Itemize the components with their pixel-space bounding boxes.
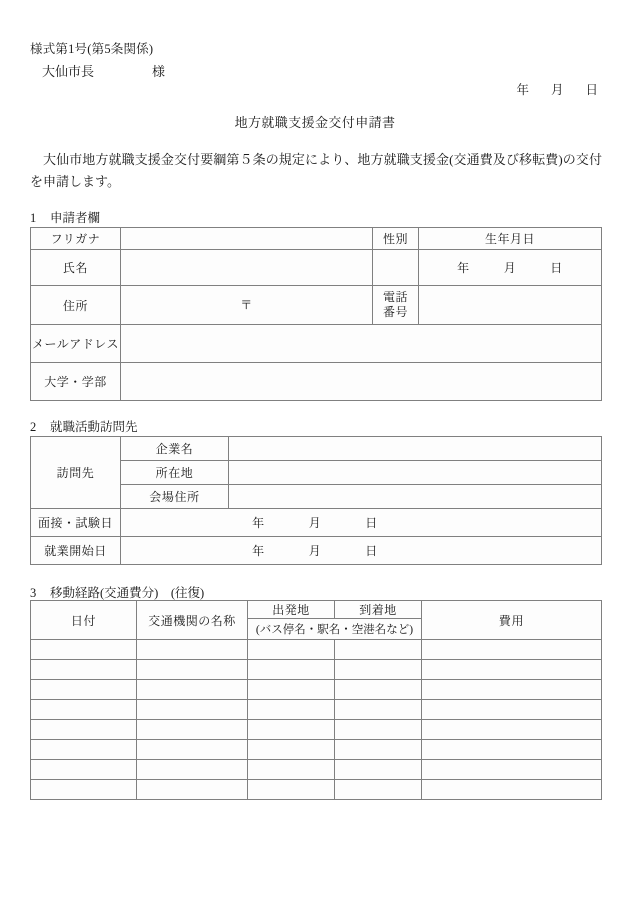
interview-month-label: 月 (308, 516, 322, 530)
route-cell-departure[interactable] (248, 700, 335, 720)
address-field[interactable] (121, 286, 373, 325)
date-month-label: 月 (550, 83, 564, 97)
route-cell-transport[interactable] (137, 720, 248, 740)
birthdate-field[interactable] (419, 250, 602, 286)
location-field[interactable] (229, 461, 602, 485)
submission-date-line (516, 80, 598, 98)
route-cell-departure[interactable] (248, 740, 335, 760)
postal-mark-icon: 〒 (240, 298, 253, 312)
university-field[interactable] (121, 363, 602, 401)
table-row (31, 720, 602, 740)
route-table-body (31, 640, 602, 800)
route-cell-arrival[interactable] (335, 640, 422, 660)
route-cell-departure[interactable] (248, 680, 335, 700)
table-row (31, 325, 602, 363)
addressee-suffix: 様 (152, 64, 166, 79)
phone-field[interactable] (419, 286, 602, 325)
route-cell-cost[interactable] (422, 680, 602, 700)
gender-label: 性別 (373, 228, 419, 250)
section-title-3: 移動経路(交通費分) (往復) (50, 586, 205, 600)
route-cell-departure[interactable] (248, 780, 335, 800)
address-label: 住所 (31, 286, 121, 325)
route-cell-transport[interactable] (137, 760, 248, 780)
route-cell-date[interactable] (31, 700, 137, 720)
phone-label (373, 286, 419, 325)
table-row (31, 228, 602, 250)
route-cell-transport[interactable] (137, 680, 248, 700)
date-day-label: 日 (585, 83, 598, 97)
route-cell-date[interactable] (31, 720, 137, 740)
email-label: メールアドレス (31, 325, 121, 363)
interview-ymd (252, 514, 378, 531)
table-row (31, 509, 602, 537)
section-heading-2 (30, 417, 138, 435)
section-title-1: 申請者欄 (50, 211, 101, 225)
university-label: 大学・学部 (31, 363, 121, 401)
route-cell-transport[interactable] (137, 640, 248, 660)
table-row (31, 740, 602, 760)
route-cell-date[interactable] (31, 780, 137, 800)
route-cell-transport[interactable] (137, 700, 248, 720)
start-month-label: 月 (308, 544, 322, 558)
start-date-field[interactable] (121, 537, 602, 565)
name-label: 氏名 (31, 250, 121, 286)
route-cell-arrival[interactable] (335, 760, 422, 780)
name-field[interactable] (121, 250, 373, 286)
route-cell-cost[interactable] (422, 760, 602, 780)
venue-label: 会場住所 (121, 485, 229, 509)
route-header-arrival: 到着地 (335, 601, 422, 619)
route-cell-cost[interactable] (422, 780, 602, 800)
section-title-2: 就職活動訪問先 (50, 420, 138, 434)
route-header-note: (バス停名・駅名・空港名など) (248, 619, 422, 640)
addressee-name: 大仙市長 (42, 64, 95, 79)
furigana-label: フリガナ (31, 228, 121, 250)
route-cell-cost[interactable] (422, 720, 602, 740)
route-cell-arrival[interactable] (335, 680, 422, 700)
company-field[interactable] (229, 437, 602, 461)
table-row (31, 660, 602, 680)
interview-day-label: 日 (365, 516, 378, 530)
date-year-label: 年 (516, 83, 529, 97)
lead-paragraph: 大仙市地方就職支援金交付要綱第５条の規定により、地方就職支援金(交通費及び移転費)の交付を申請します。 (30, 152, 602, 190)
birthdate-ymd (457, 259, 563, 276)
table-row (31, 437, 602, 461)
route-cell-arrival[interactable] (335, 720, 422, 740)
section-heading-1 (30, 208, 100, 226)
route-cell-transport[interactable] (137, 780, 248, 800)
venue-field[interactable] (229, 485, 602, 509)
section-number-2: 2 (30, 420, 37, 434)
applicant-table (30, 227, 602, 401)
email-field[interactable] (121, 325, 602, 363)
route-cell-departure[interactable] (248, 660, 335, 680)
route-header-transport: 交通機関の名称 (137, 601, 248, 640)
section-number-3: 3 (30, 586, 37, 600)
company-label: 企業名 (121, 437, 229, 461)
route-cell-transport[interactable] (137, 660, 248, 680)
birth-year-label: 年 (457, 261, 470, 275)
interview-date-field[interactable] (121, 509, 602, 537)
route-cell-transport[interactable] (137, 740, 248, 760)
table-row (31, 760, 602, 780)
phone-label-line1: 電話 (382, 290, 408, 304)
start-date-label: 就業開始日 (31, 537, 121, 565)
table-row (31, 537, 602, 565)
route-cell-cost[interactable] (422, 660, 602, 680)
route-header-date: 日付 (31, 601, 137, 640)
section-number-1: 1 (30, 211, 37, 225)
furigana-field[interactable] (121, 228, 373, 250)
form-number: 様式第1号(第5条関係) (30, 42, 154, 56)
route-header-departure: 出発地 (248, 601, 335, 619)
route-header-cost: 費用 (422, 601, 602, 640)
route-cell-date[interactable] (31, 660, 137, 680)
table-row (31, 640, 602, 660)
interview-year-label: 年 (252, 516, 265, 530)
route-cell-arrival[interactable] (335, 780, 422, 800)
phone-label-line2: 番号 (382, 305, 408, 319)
table-row (31, 250, 602, 286)
visit-label: 訪問先 (31, 437, 121, 509)
interview-date-label: 面接・試験日 (31, 509, 121, 537)
route-cell-arrival[interactable] (335, 700, 422, 720)
visit-table (30, 436, 602, 565)
start-ymd (252, 542, 378, 559)
route-cell-departure[interactable] (248, 640, 335, 660)
section-heading-3 (30, 583, 204, 601)
addressee-line (42, 61, 165, 80)
route-table (30, 600, 602, 800)
route-cell-departure[interactable] (248, 760, 335, 780)
route-cell-date[interactable] (31, 680, 137, 700)
route-cell-date[interactable] (31, 760, 137, 780)
route-cell-cost[interactable] (422, 740, 602, 760)
table-row (31, 700, 602, 720)
start-day-label: 日 (365, 544, 378, 558)
table-row (31, 680, 602, 700)
route-cell-arrival[interactable] (335, 740, 422, 760)
gender-field[interactable] (373, 250, 419, 286)
route-cell-date[interactable] (31, 640, 137, 660)
start-year-label: 年 (252, 544, 265, 558)
birth-month-label: 月 (503, 261, 517, 275)
location-label: 所在地 (121, 461, 229, 485)
table-row (31, 780, 602, 800)
route-cell-arrival[interactable] (335, 660, 422, 680)
table-row (31, 363, 602, 401)
route-cell-cost[interactable] (422, 640, 602, 660)
route-cell-date[interactable] (31, 740, 137, 760)
route-cell-departure[interactable] (248, 720, 335, 740)
table-row (31, 286, 602, 325)
birthdate-label: 生年月日 (419, 228, 602, 250)
document-title: 地方就職支援金交付申請書 (234, 115, 396, 130)
table-header-row (31, 601, 602, 619)
route-cell-cost[interactable] (422, 700, 602, 720)
birth-day-label: 日 (550, 261, 563, 275)
